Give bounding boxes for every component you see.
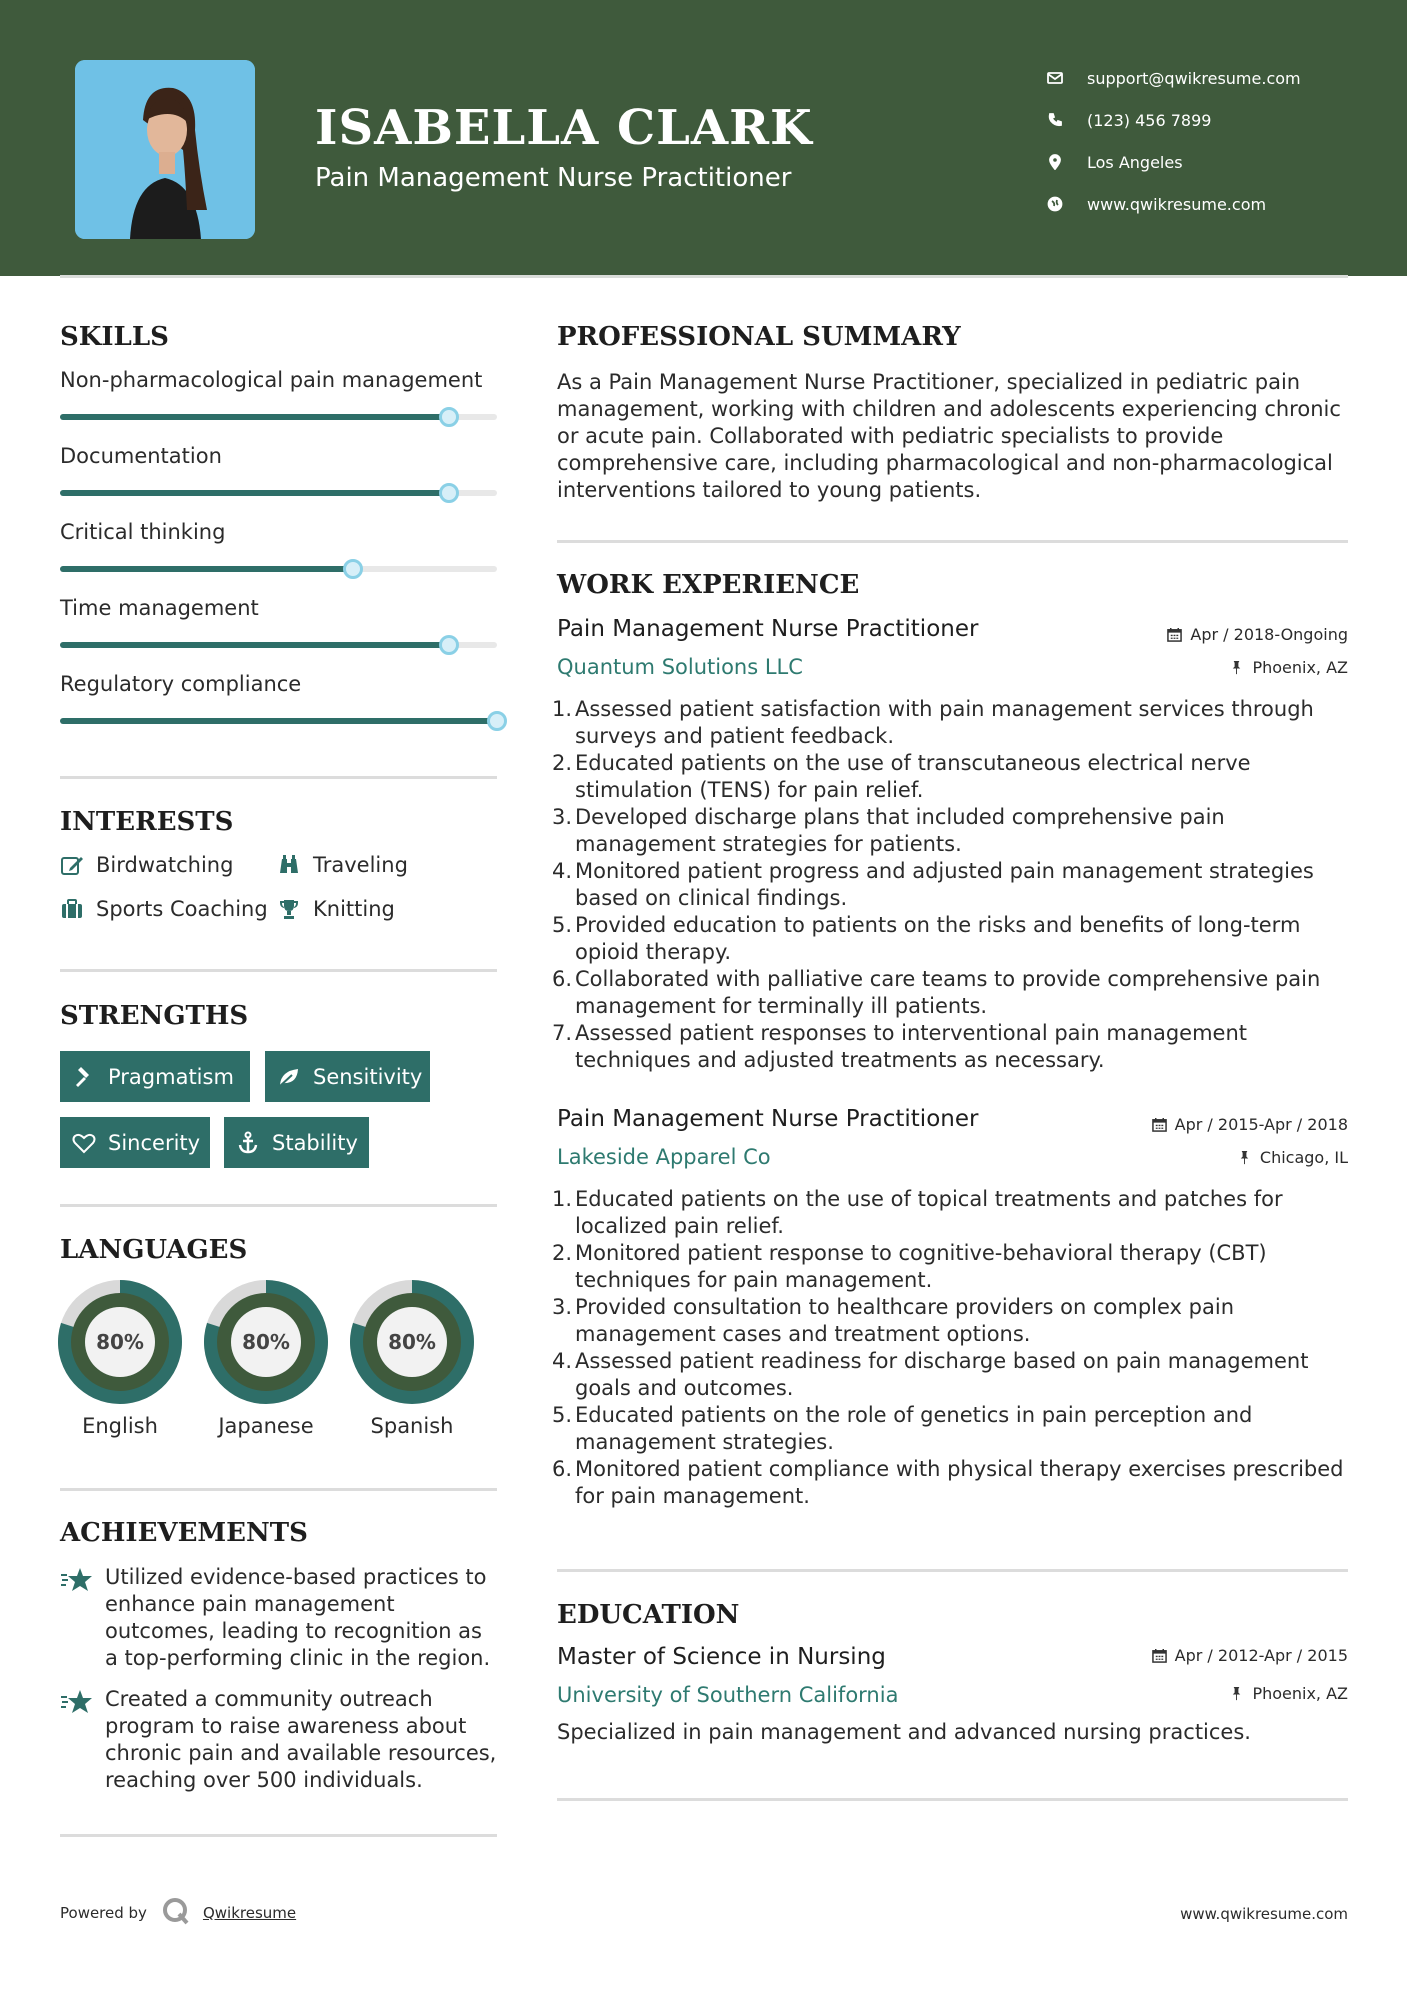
duty-item: 6. Collaborated with palliative care teams to provide comprehensive pain management for terminally ill patients.	[552, 967, 1321, 1018]
contact-email-text: support@qwikresume.com	[1087, 68, 1301, 88]
duty-item: 2. Educated patients on the use of transcutaneous electrical nerve stimulation (TENS) for pain relief.	[552, 751, 1251, 802]
leaf-icon	[277, 1065, 313, 1089]
strength-label: Stability	[272, 1130, 358, 1155]
section-divider	[60, 1488, 497, 1491]
pencil-icon	[60, 853, 96, 877]
achievement-item	[60, 1564, 500, 1672]
skill-label: Documentation	[60, 444, 222, 468]
interests-heading: INTERESTS	[60, 807, 234, 837]
job-location	[1237, 1148, 1348, 1167]
section-divider	[60, 1834, 497, 1837]
education-dates	[1152, 1646, 1348, 1665]
job-company: Quantum Solutions LLC	[557, 655, 803, 679]
skill-bar-fill	[60, 642, 449, 648]
skill-bar-knob	[487, 711, 507, 731]
job-duties	[552, 1186, 1352, 1510]
education-description: Specialized in pain management and advanced nursing practices.	[557, 1720, 1251, 1744]
anchor-icon	[236, 1131, 272, 1155]
skill-bar-knob	[439, 407, 459, 427]
achievement-text: Utilized evidence-based practices to enhance pain management outcomes, leading to recognition as a top-performing clinic in the region.	[105, 1565, 491, 1670]
pushpin-icon	[1229, 660, 1244, 675]
skill-label: Regulatory compliance	[60, 672, 302, 696]
education-dates-text: Apr / 2012-Apr / 2015	[1174, 1646, 1348, 1665]
interest-item	[60, 853, 233, 877]
job-location	[1229, 658, 1348, 677]
duty-item: 5. Educated patients on the role of genetics in pain perception and management strategies.	[552, 1403, 1253, 1454]
phone-icon	[1047, 112, 1087, 128]
contact-phone[interactable]	[1047, 99, 1387, 141]
qwikresume-link[interactable]: Qwikresume	[202, 1904, 297, 1922]
calendar-icon	[1152, 1648, 1167, 1663]
heart-icon	[72, 1131, 108, 1155]
duty-item: 1. Educated patients on the use of topical treatments and patches for localized pain relief.	[552, 1187, 1283, 1238]
powered-by-text: Powered by	[60, 1904, 147, 1922]
language-item	[47, 1280, 193, 1438]
strength-tag	[60, 1051, 250, 1102]
candidate-title: Pain Management Nurse Practitioner	[315, 163, 792, 193]
interest-label: Birdwatching	[96, 853, 234, 877]
interest-item	[277, 897, 395, 921]
language-percent: 80%	[388, 1330, 436, 1354]
interest-label: Traveling	[313, 853, 408, 877]
achievement-text: Created a community outreach program to raise awareness about chronic pain and available resources, reaching over 500 individuals.	[105, 1687, 497, 1792]
duty-item: 2. Monitored patient response to cognitive-behavioral therapy (CBT) techniques for pain management.	[552, 1241, 1267, 1292]
language-name: English	[82, 1414, 158, 1438]
section-divider	[60, 1204, 497, 1207]
duty-item: 6. Monitored patient compliance with physical therapy exercises prescribed for pain management.	[552, 1457, 1344, 1508]
section-divider	[557, 1798, 1348, 1801]
skill-bar-knob	[343, 559, 363, 579]
education-degree: Master of Science in Nursing	[557, 1644, 886, 1670]
education-location-text: Phoenix, AZ	[1252, 1684, 1348, 1703]
calendar-icon	[1167, 627, 1182, 642]
language-ring	[204, 1280, 328, 1404]
skill-bar	[60, 414, 497, 420]
job-company: Lakeside Apparel Co	[557, 1145, 771, 1169]
job-location-text: Phoenix, AZ	[1252, 658, 1348, 677]
skill-label: Time management	[60, 596, 259, 620]
resume-header	[0, 0, 1407, 276]
profile-photo	[75, 60, 255, 239]
job-title: Pain Management Nurse Practitioner	[557, 1106, 979, 1132]
language-name: Spanish	[370, 1414, 454, 1438]
skill-bar	[60, 642, 497, 648]
interest-item	[60, 897, 268, 921]
strength-tag	[265, 1051, 430, 1102]
skill-bar-fill	[60, 414, 449, 420]
job-dates	[1167, 625, 1348, 644]
job-dates-text: Apr / 2015-Apr / 2018	[1174, 1115, 1348, 1134]
language-item	[339, 1280, 485, 1438]
pushpin-icon	[1237, 1150, 1252, 1165]
duty-item: 3. Developed discharge plans that included comprehensive pain management strategies for patients.	[552, 805, 1225, 856]
skills-heading: SKILLS	[60, 322, 169, 352]
envelope-icon	[1047, 70, 1087, 86]
trophy-icon	[277, 897, 313, 921]
job-dates-text: Apr / 2018-Ongoing	[1190, 625, 1348, 644]
skill-bar	[60, 490, 497, 496]
duty-item: 7. Assessed patient responses to interventional pain management techniques and adjusted treatments as necessary.	[552, 1021, 1248, 1072]
skill-bar-knob	[439, 483, 459, 503]
contact-website[interactable]	[1047, 183, 1387, 225]
duty-item: 3. Provided consultation to healthcare providers on complex pain management cases and treatment options.	[552, 1295, 1234, 1346]
skill-bar-fill	[60, 566, 353, 572]
contact-location	[1047, 141, 1387, 183]
star-icon	[60, 1564, 105, 1672]
location-pin-icon	[1047, 154, 1087, 170]
language-item	[193, 1280, 339, 1438]
summary-heading: PROFESSIONAL SUMMARY	[557, 322, 961, 352]
skill-bar	[60, 566, 497, 572]
achievement-item	[60, 1686, 500, 1794]
strength-label: Sincerity	[108, 1130, 201, 1155]
strengths-heading: STRENGTHS	[60, 1001, 249, 1031]
skill-bar	[60, 718, 497, 724]
duty-item: 5. Provided education to patients on the risks and benefits of long-term opioid therapy.	[552, 913, 1301, 964]
duty-item: 4. Monitored patient progress and adjusted pain management strategies based on clinical findings.	[552, 859, 1314, 910]
interest-label: Sports Coaching	[96, 897, 268, 921]
strength-label: Pragmatism	[108, 1064, 234, 1089]
duty-item: 4. Assessed patient readiness for discharge based on pain management goals and outcomes.	[552, 1349, 1309, 1400]
interest-item	[277, 853, 408, 877]
section-divider	[60, 776, 497, 779]
briefcase-icon	[60, 897, 96, 921]
interest-label: Knitting	[313, 897, 395, 921]
skill-label: Non-pharmacological pain management	[60, 368, 483, 392]
job-title: Pain Management Nurse Practitioner	[557, 616, 979, 642]
contact-location-text: Los Angeles	[1087, 152, 1183, 172]
contact-email[interactable]	[1047, 57, 1387, 99]
globe-icon	[1047, 196, 1087, 212]
strength-label: Sensitivity	[313, 1064, 423, 1089]
achievements-heading: ACHIEVEMENTS	[60, 1518, 308, 1548]
job-dates	[1152, 1115, 1348, 1134]
section-divider	[60, 969, 497, 972]
education-school: University of Southern California	[557, 1683, 899, 1707]
profile-photo-image	[75, 60, 255, 239]
header-divider	[60, 275, 1348, 278]
language-ring	[350, 1280, 474, 1404]
binoculars-icon	[277, 853, 313, 877]
skill-bar-knob	[439, 635, 459, 655]
skill-bar-fill	[60, 718, 497, 724]
pushpin-icon	[1229, 1686, 1244, 1701]
contact-phone-text: (123) 456 7899	[1087, 110, 1212, 130]
section-divider	[557, 1569, 1348, 1572]
gavel-icon	[72, 1065, 108, 1089]
strength-tag	[224, 1117, 369, 1168]
footer-powered-by	[60, 1896, 296, 1930]
footer-website[interactable]: www.qwikresume.com	[1180, 1905, 1348, 1923]
summary-text: As a Pain Management Nurse Practitioner, specialized in pediatric pain management, working with children and adolescents experiencing chronic or acute pain. Collaborated with pediatric specialists to provide comprehensive care, including pharmacological and non-pharmacological interventions tailored to young patients.	[557, 370, 1341, 502]
contact-list	[1047, 57, 1387, 225]
education-heading: EDUCATION	[557, 1600, 740, 1630]
duty-item: 1. Assessed patient satisfaction with pain management services through surveys and patient feedback.	[552, 697, 1314, 748]
language-percent: 80%	[96, 1330, 144, 1354]
skill-bar-fill	[60, 490, 449, 496]
qwikresume-logo-icon	[161, 1896, 191, 1930]
language-name: Japanese	[218, 1414, 314, 1438]
language-percent: 80%	[242, 1330, 290, 1354]
education-location	[1229, 1684, 1348, 1703]
languages-heading: LANGUAGES	[60, 1235, 248, 1265]
job-location-text: Chicago, IL	[1259, 1148, 1348, 1167]
contact-website-text: www.qwikresume.com	[1087, 194, 1267, 214]
section-divider	[557, 540, 1348, 543]
skill-label: Critical thinking	[60, 520, 226, 544]
job-duties	[552, 696, 1352, 1074]
star-icon	[60, 1686, 105, 1794]
strength-tag	[60, 1117, 210, 1168]
experience-heading: WORK EXPERIENCE	[557, 570, 860, 600]
language-ring	[58, 1280, 182, 1404]
candidate-name: ISABELLA CLARK	[315, 100, 813, 156]
calendar-icon	[1152, 1117, 1167, 1132]
